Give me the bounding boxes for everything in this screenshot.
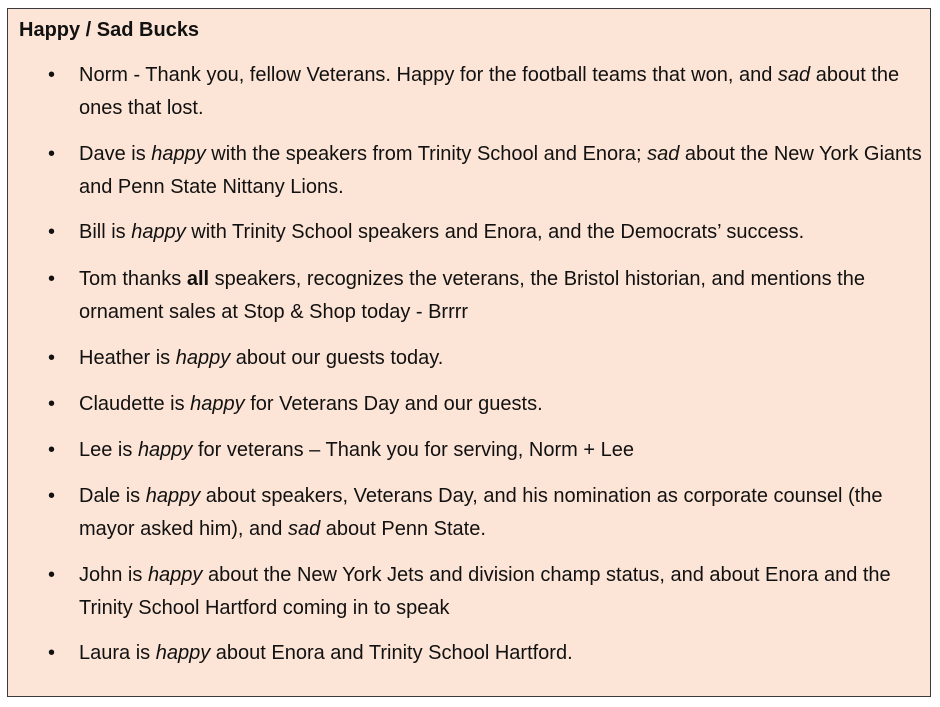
bold-text-segment: all: [186, 268, 210, 290]
text-segment: Dave is: [79, 143, 152, 165]
text-segment: Heather is: [79, 347, 176, 369]
bullet-marker: •: [48, 642, 56, 664]
italic-text-segment: sad: [647, 143, 680, 165]
italic-text-segment: happy: [155, 642, 211, 664]
bullet-marker: •: [48, 221, 56, 243]
bullet-marker: •: [48, 439, 56, 461]
list-item-text: [79, 480, 925, 545]
text-segment: with Trinity School speakers and Enora, and the Democrats’ success.: [185, 221, 805, 243]
section-title: Happy / Sad Bucks: [19, 19, 200, 41]
text-segment: about the New York Giants and Penn State Nittany Lions.: [79, 143, 922, 198]
list-item-text: [79, 388, 925, 421]
text-segment: about Enora and Trinity School Hartford.: [210, 642, 573, 664]
text-segment: about our guests today.: [230, 347, 444, 369]
text-segment: about the New York Jets and division champ status, and about Enora and the Trinity School Hartford coming in to speak: [79, 564, 891, 619]
list-item-text: [79, 637, 925, 670]
text-segment: Dale is: [79, 485, 146, 507]
bullet-marker: •: [48, 393, 56, 415]
happy-sad-bucks-box: [7, 8, 931, 697]
text-segment: Laura is: [79, 642, 156, 664]
list-item-text: [79, 216, 925, 249]
text-segment: with the speakers from Trinity School and Enora;: [205, 143, 648, 165]
text-segment: Lee is: [79, 439, 138, 461]
italic-text-segment: happy: [151, 143, 206, 165]
text-segment: speakers, recognizes the veterans, the Bristol historian, and mentions the ornament sales at Stop & Shop today - Brrrr: [79, 268, 865, 323]
list-item-text: [79, 263, 925, 328]
italic-text-segment: sad: [287, 517, 321, 540]
text-segment: Claudette is: [79, 393, 191, 415]
list-item-text: [79, 59, 925, 124]
italic-text-segment: happy: [147, 564, 203, 586]
list-item-text: [79, 138, 925, 203]
italic-text-segment: happy: [131, 221, 186, 243]
text-segment: about speakers, Veterans Day, and his nomination as corporate counsel (the mayor asked him), and: [79, 485, 883, 540]
text-segment: for Veterans Day and our guests.: [244, 393, 543, 415]
text-segment: about the ones that lost.: [79, 64, 900, 119]
bullet-marker: •: [48, 143, 56, 165]
bullet-marker: •: [48, 485, 56, 507]
bullet-marker: •: [48, 564, 56, 586]
italic-text-segment: happy: [175, 347, 231, 369]
text-segment: about Penn State.: [320, 517, 486, 540]
text-segment: John is: [79, 564, 148, 586]
italic-text-segment: happy: [190, 393, 245, 415]
bullet-marker: •: [48, 64, 56, 86]
text-segment: Bill is: [79, 221, 132, 243]
italic-text-segment: happy: [137, 439, 193, 461]
italic-text-segment: happy: [145, 485, 201, 507]
bullet-marker: •: [48, 268, 56, 290]
italic-text-segment: sad: [777, 64, 811, 86]
list-item-text: [79, 434, 925, 467]
text-segment: for veterans – Thank you for serving, Norm + Lee: [192, 439, 634, 461]
list-item-text: [79, 559, 925, 624]
text-segment: Tom thanks: [79, 268, 187, 290]
text-segment: Norm - Thank you, fellow Veterans. Happy for the football teams that won, and: [79, 64, 778, 86]
list-item-text: [79, 342, 925, 375]
bullet-marker: •: [48, 347, 56, 369]
